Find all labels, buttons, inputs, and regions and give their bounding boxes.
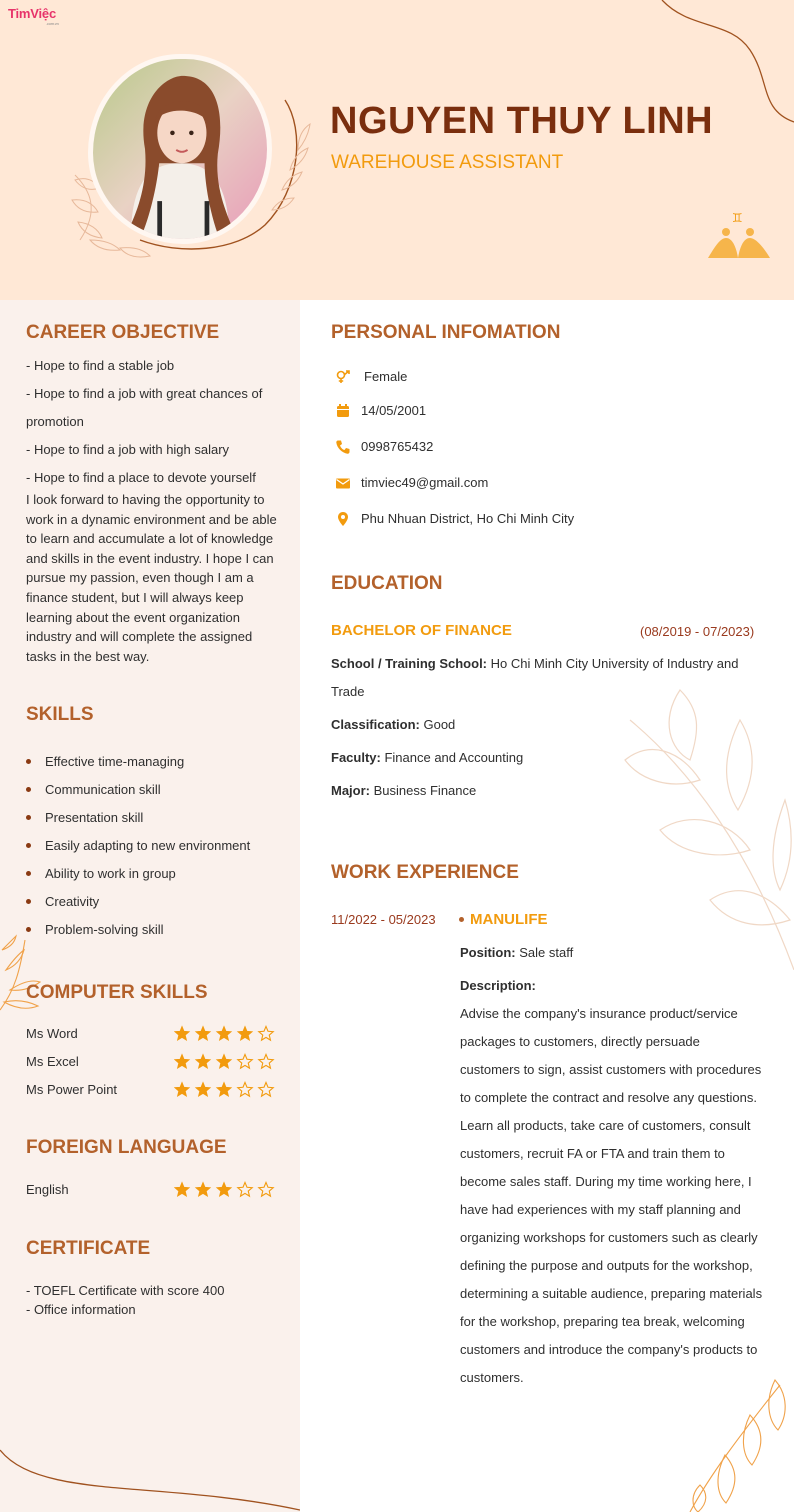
- gender-icon: [335, 369, 351, 385]
- company-name: MANULIFE: [459, 911, 548, 928]
- logo-subtext: .com.vn: [46, 21, 59, 26]
- skill-item: Problem-solving skill: [26, 922, 163, 937]
- star-empty-icon: [259, 1054, 273, 1068]
- rating-stars: [174, 1024, 276, 1044]
- description-line: to complete the contract and resolve any questions.: [460, 1090, 758, 1105]
- star-filled-icon: [175, 1182, 189, 1196]
- career-objective-item: - Hope to find a job with great chances of: [26, 386, 263, 401]
- certificate-item: - Office information: [26, 1302, 136, 1317]
- star-filled-icon: [175, 1026, 189, 1040]
- leaf-decoration: [620, 680, 794, 970]
- leaf-decoration: [680, 1375, 794, 1512]
- profile-photo-frame: [60, 40, 320, 260]
- job-title: WAREHOUSE ASSISTANT: [331, 152, 564, 173]
- star-empty-icon: [238, 1054, 252, 1068]
- star-empty-icon: [259, 1026, 273, 1040]
- bullet-icon: [26, 927, 31, 932]
- info-email[interactable]: [335, 474, 755, 494]
- description-line: determining a suitable audience, preparing materials: [460, 1286, 763, 1301]
- phone-icon: [335, 439, 351, 455]
- rating-stars: [174, 1180, 276, 1200]
- school-line-continued: Trade: [331, 684, 365, 699]
- computer-skill-row: [26, 1052, 276, 1072]
- skill-item: Easily adapting to new environment: [26, 838, 250, 853]
- description-label: Description:: [460, 978, 536, 993]
- star-filled-icon: [196, 1082, 210, 1096]
- computer-skill-name: Ms Power Point: [26, 1082, 118, 1097]
- address-text: Phu Nhuan District, Ho Chi Minh City: [361, 511, 575, 526]
- career-objective-item: promotion: [26, 414, 84, 429]
- rating-stars: [174, 1052, 276, 1072]
- description-line: for the workshop, preparing tea break, welcoming: [460, 1314, 745, 1329]
- computer-skill-row: [26, 1024, 276, 1044]
- decorative-curve: [0, 1430, 300, 1512]
- degree-title: BACHELOR OF FINANCE: [331, 622, 512, 639]
- description-line: organizing workshops for customers such as clearly: [460, 1230, 758, 1245]
- language-row: [26, 1180, 276, 1200]
- skill-item: Ability to work in group: [26, 866, 176, 881]
- logo[interactable]: [8, 6, 59, 26]
- bullet-icon: [459, 917, 464, 922]
- star-filled-icon: [196, 1026, 210, 1040]
- envelope-icon: [335, 475, 351, 491]
- info-birthday: [335, 402, 755, 422]
- header: [0, 0, 794, 300]
- logo-text: TimViệc: [8, 6, 56, 21]
- leaf-decoration: [0, 930, 50, 1020]
- personal-info-title: PERSONAL INFOMATION: [331, 322, 561, 343]
- info-address: [335, 510, 755, 530]
- skill-item: Effective time-managing: [26, 754, 184, 769]
- certificate-item: - TOEFL Certificate with score 400: [26, 1283, 225, 1298]
- left-column: [0, 300, 300, 1512]
- skill-item: Communication skill: [26, 782, 161, 797]
- school-line: School / Training School: Ho Chi Minh City University of Industry and: [331, 656, 739, 671]
- computer-skills-title: COMPUTER SKILLS: [26, 982, 208, 1003]
- description-line: customers and introduce the company's products to: [460, 1342, 758, 1357]
- certificate-title: CERTIFICATE: [26, 1238, 151, 1259]
- star-filled-icon: [217, 1182, 231, 1196]
- star-filled-icon: [217, 1054, 231, 1068]
- star-filled-icon: [196, 1054, 210, 1068]
- foreign-language-title: FOREIGN LANGUAGE: [26, 1137, 227, 1158]
- education-title: EDUCATION: [331, 573, 443, 594]
- bullet-icon: [26, 843, 31, 848]
- birthday-text: 14/05/2001: [361, 403, 427, 418]
- work-period: 11/2022 - 05/2023: [331, 912, 436, 927]
- star-filled-icon: [175, 1082, 189, 1096]
- right-column: [300, 300, 794, 1512]
- computer-skill-row: [26, 1080, 276, 1100]
- bullet-icon: [26, 759, 31, 764]
- position-line: Position: Sale staff: [460, 945, 574, 960]
- star-filled-icon: [238, 1026, 252, 1040]
- phone-text: 0998765432: [361, 439, 434, 454]
- description-line: Advise the company's insurance product/service: [460, 1006, 738, 1021]
- language-name: English: [26, 1182, 69, 1197]
- classification-line: Classification: Good: [331, 717, 456, 732]
- candidate-name: NGUYEN THUY LINH: [330, 100, 714, 142]
- description-line: have had experiences with my staff planning and: [460, 1202, 741, 1217]
- rating-stars: [174, 1080, 276, 1100]
- star-filled-icon: [217, 1082, 231, 1096]
- description-line: Learn all products, take care of customers, consult: [460, 1118, 751, 1133]
- description-line: customers, recruit FA or FTA and train them to: [460, 1146, 725, 1161]
- career-objective-paragraph: I look forward to having the opportunity to work in a dynamic environment and be able to learn and accumulate a lot of knowledge and skills in the event industry. I hope I can pursue my passion, even though I am a finance student, but I will always keep learning about the event organization industry and will complete the assigned tasks in the best way.: [26, 492, 277, 664]
- description-line: packages to customers, directly persuade: [460, 1034, 700, 1049]
- bullet-icon: [26, 899, 31, 904]
- skill-item: Presentation skill: [26, 810, 143, 825]
- faculty-line: Faculty: Finance and Accounting: [331, 750, 524, 765]
- career-objective-item: - Hope to find a place to devote yourself: [26, 470, 256, 485]
- bullet-icon: [26, 871, 31, 876]
- bullet-icon: [26, 815, 31, 820]
- location-pin-icon: [335, 511, 351, 527]
- career-objective-item: - Hope to find a stable job: [26, 358, 175, 373]
- star-empty-icon: [238, 1082, 252, 1096]
- major-line: Major: Business Finance: [331, 783, 477, 798]
- star-filled-icon: [217, 1026, 231, 1040]
- calendar-icon: [335, 403, 351, 419]
- star-empty-icon: [259, 1182, 273, 1196]
- computer-skill-name: Ms Word: [26, 1026, 78, 1041]
- email-text: timviec49@gmail.com: [361, 475, 489, 490]
- profile-photo: [88, 54, 272, 244]
- bullet-icon: [26, 787, 31, 792]
- work-experience-title: WORK EXPERIENCE: [331, 862, 519, 883]
- info-phone[interactable]: [335, 438, 755, 458]
- star-filled-icon: [175, 1054, 189, 1068]
- star-filled-icon: [196, 1182, 210, 1196]
- gender-text: Female: [364, 369, 408, 384]
- description-line: customers to sign, assist customers with procedures: [460, 1062, 762, 1077]
- star-empty-icon: [238, 1182, 252, 1196]
- skills-title: SKILLS: [26, 704, 94, 725]
- career-objective-title: CAREER OBJECTIVE: [26, 322, 220, 343]
- star-empty-icon: [259, 1082, 273, 1096]
- skill-item: Creativity: [26, 894, 99, 909]
- description-line: become sales staff. During my time working here, I: [460, 1174, 752, 1189]
- career-objective-item: - Hope to find a job with high salary: [26, 442, 230, 457]
- education-period: (08/2019 - 07/2023): [640, 624, 755, 639]
- description-line: defining the purpose and outputs for the workshop,: [460, 1258, 753, 1273]
- info-gender: [335, 368, 755, 388]
- description-line: customers.: [460, 1370, 524, 1385]
- svg-text:♊: ♊: [732, 211, 743, 225]
- gemini-icon: [704, 210, 774, 264]
- computer-skill-name: Ms Excel: [26, 1054, 79, 1069]
